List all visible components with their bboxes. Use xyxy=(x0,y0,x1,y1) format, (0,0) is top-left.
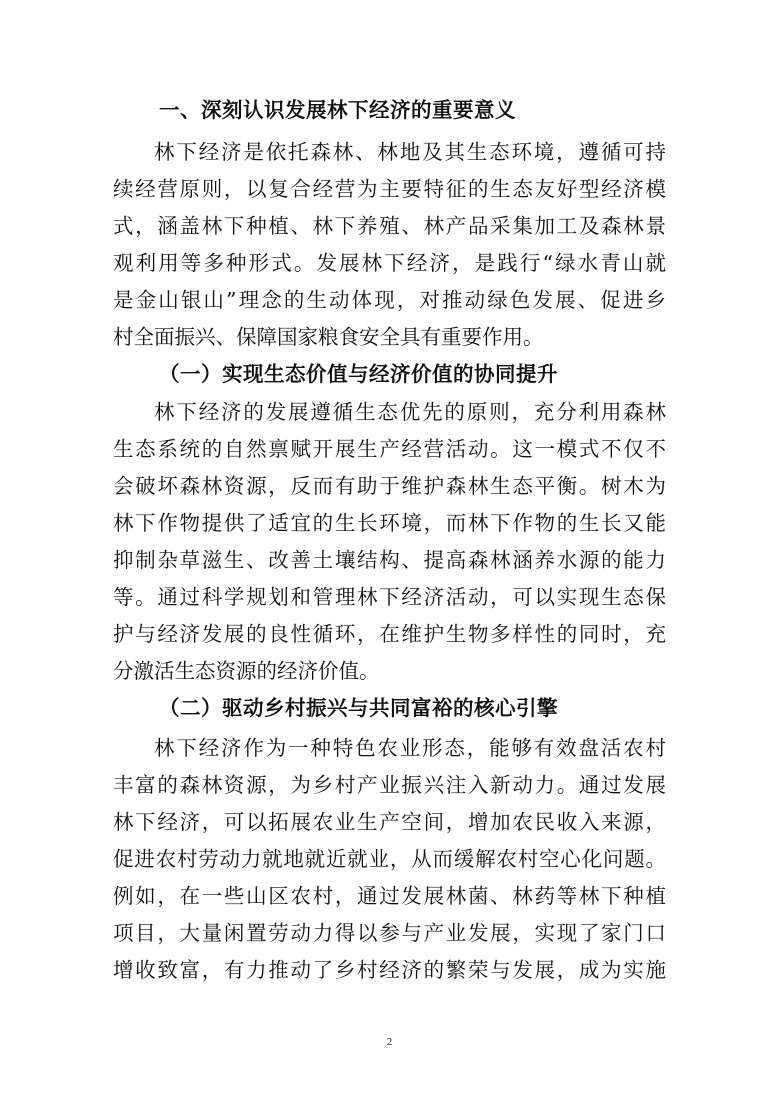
paragraph-line: 会破坏森林资源，反而有助于维护森林生态平衡。树木为 xyxy=(113,474,666,498)
paragraph-line: 抑制杂草滋生、改善土壤结构、提高森林涵养水源的能力 xyxy=(113,548,666,572)
paragraph-line: 林下经济，可以拓展农业生产空间，增加农民收入来源， xyxy=(113,810,666,834)
paragraph-line: 丰富的森林资源，为乡村产业振兴注入新动力。通过发展 xyxy=(113,773,666,797)
section-title: 一、深刻认识发展林下经济的重要意义 xyxy=(159,98,516,122)
paragraph-line: 分激活生态资源的经济价值。 xyxy=(113,659,380,683)
subsection-title-1: （一）实现生态价值与经济价值的协同提升 xyxy=(159,362,558,386)
page-number: 2 xyxy=(386,1036,393,1048)
paragraph-line: 例如，在一些山区农村，通过发展林菌、林药等林下种植 xyxy=(113,884,666,908)
paragraph-line: 增收致富，有力推动了乡村经济的繁荣与发展，成为实施 xyxy=(113,958,666,982)
paragraph-line: 式，涵盖林下种植、林下养殖、林产品采集加工及森林景 xyxy=(113,214,666,238)
paragraph-line: 等。通过科学规划和管理林下经济活动，可以实现生态保 xyxy=(113,585,666,609)
paragraph-line: 林下经济是依托森林、林地及其生态环境，遵循可持 xyxy=(154,140,666,164)
paragraph-line: 观利用等多种形式。发展林下经济，是践行“绿水青山就 xyxy=(113,251,666,275)
paragraph-line: 林下经济作为一种特色农业形态，能够有效盘活农村 xyxy=(154,736,666,760)
paragraph-line: 林下作物提供了适宜的生长环境，而林下作物的生长又能 xyxy=(113,511,666,535)
paragraph-line: 护与经济发展的良性循环，在维护生物多样性的同时，充 xyxy=(113,622,666,646)
paragraph-line: 项目，大量闲置劳动力得以参与产业发展，实现了家门口 xyxy=(113,921,666,945)
paragraph-line: 促进农村劳动力就地就近就业，从而缓解农村空心化问题。 xyxy=(113,847,666,871)
paragraph-line: 生态系统的自然禀赋开展生产经营活动。这一模式不仅不 xyxy=(113,437,666,461)
paragraph-line: 续经营原则，以复合经营为主要特征的生态友好型经济模 xyxy=(113,177,666,201)
paragraph-line: 村全面振兴、保障国家粮食安全具有重要作用。 xyxy=(113,325,544,349)
paragraph-line: 是金山银山”理念的生动体现，对推动绿色发展、促进乡 xyxy=(113,288,666,312)
paragraph-line: 林下经济的发展遵循生态优先的原则，充分利用森林 xyxy=(154,400,666,424)
subsection-title-2: （二）驱动乡村振兴与共同富裕的核心引擎 xyxy=(159,696,558,720)
